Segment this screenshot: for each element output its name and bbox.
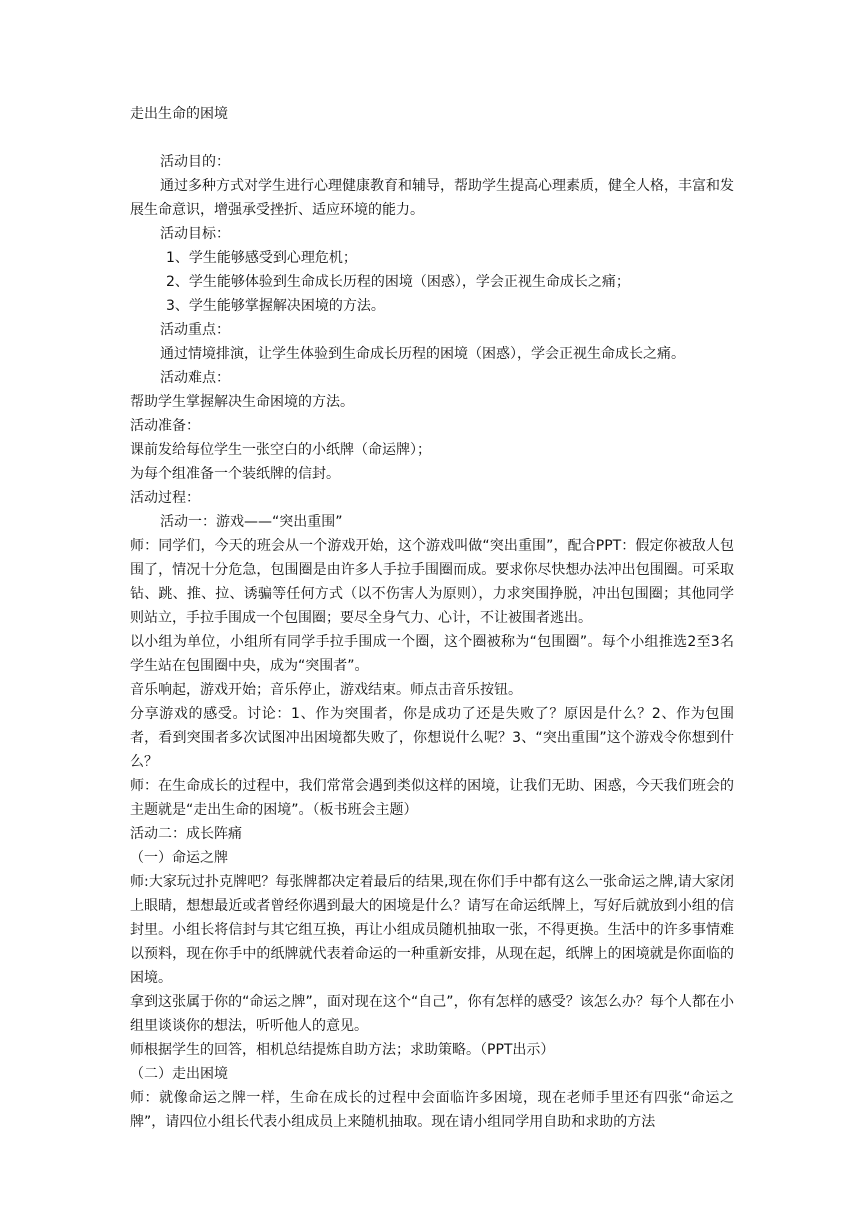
paragraph: 分享游戏的感受。讨论：1、作为突围者，你是成功了还是失败了？原因是什么？2、作为包围者，看到突围者多次试图冲出困境都失败了，你想说什么呢？3、“突出重围”这个游戏令你想到什么？ [130, 706, 734, 770]
document-body [130, 102, 734, 1134]
paragraph: 帮助学生掌握解决生命困境的方法。 [130, 394, 354, 410]
paragraph: 活动一：游戏——“突出重围” [160, 514, 343, 530]
paragraph: 师:大家玩过扑克牌吧？每张牌都决定着最后的结果,现在你们手中都有这么一张命运之牌,请大家闭上眼睛，想想最近或者曾经你遇到最大的困境是什么？请写在命运纸牌上，写好后就放到小组的信封里。小组长将信封与其它组互换，再让小组成员随机抽取一张，不得更换。生活中的许多事情难以预料，现在你手中的纸牌就代表着命运的一种重新安排，从现在起，纸牌上的困境就是你面临的困境。 [130, 874, 734, 986]
paragraph: 音乐响起，游戏开始；音乐停止，游戏结束。师点击音乐按钮。 [130, 682, 522, 698]
paragraph: 以小组为单位，小组所有同学手拉手围成一个圈，这个圈被称为“包围圈”。每个小组推选2至3名学生站在包围圈中央，成为“突围者”。 [130, 634, 734, 674]
paragraph: 课前发给每位学生一张空白的小纸牌（命运牌）； [130, 442, 431, 458]
paragraph: 活动难点： [160, 370, 230, 386]
paragraph: 为每个组准备一个装纸牌的信封。 [130, 466, 340, 482]
paragraph: 活动目标： [160, 226, 230, 242]
paragraph: 活动重点： [160, 322, 230, 338]
paragraph: （二）走出困境 [130, 1066, 228, 1082]
paragraph: 师：就像命运之牌一样，生命在成长的过程中会面临许多困境，现在老师手里还有四张“命运之牌”，请四位小组长代表小组成员上来随机抽取。现在请小组同学用自助和求助的方法 [130, 1090, 734, 1130]
paragraph: 通过多种方式对学生进行心理健康教育和辅导，帮助学生提高心理素质，健全人格，丰富和发展生命意识，增强承受挫折、适应环境的能力。 [130, 178, 734, 218]
paragraph: 拿到这张属于你的“命运之牌”，面对现在这个“自己”，你有怎样的感受？该怎么办？每个人都在小组里谈谈你的想法，听听他人的意见。 [130, 994, 734, 1034]
paragraph-list [130, 150, 734, 1134]
paragraph: 1、学生能够感受到心理危机； [166, 250, 357, 266]
paragraph: 活动目的： [160, 154, 230, 170]
paragraph: 3、学生能够掌握解决困境的方法。 [166, 298, 385, 314]
paragraph: 活动过程： [130, 490, 200, 506]
paragraph: 活动二：成长阵痛 [130, 826, 242, 842]
document-title: 走出生命的困境 [130, 106, 228, 122]
paragraph: 活动准备： [130, 418, 200, 434]
paragraph: 2、学生能够体验到生命成长历程的困境（困惑），学会正视生命成长之痛； [166, 274, 630, 290]
paragraph: （一）命运之牌 [130, 850, 228, 866]
paragraph: 师根据学生的回答，相机总结提炼自助方法；求助策略。（PPT出示） [130, 1042, 555, 1058]
paragraph: 师：在生命成长的过程中，我们常常会遇到类似这样的困境，让我们无助、困惑，今天我们班会的主题就是“走出生命的困境”。（板书班会主题） [130, 778, 734, 818]
paragraph: 师：同学们，今天的班会从一个游戏开始，这个游戏叫做“突出重围”，配合PPT：假定你被敌人包围了，情况十分危急，包围圈是由许多人手拉手围圈而成。要求你尽快想办法冲出包围圈。可采取钻、跳、推、拉、诱骗等任何方式（以不伤害人为原则），力求突围挣脱，冲出包围圈；其他同学则站立，手拉手围成一个包围圈；要尽全身气力、心计，不让被围者逃出。 [130, 538, 734, 626]
paragraph: 通过情境排演，让学生体验到生命成长历程的困境（困惑），学会正视生命成长之痛。 [160, 346, 685, 362]
